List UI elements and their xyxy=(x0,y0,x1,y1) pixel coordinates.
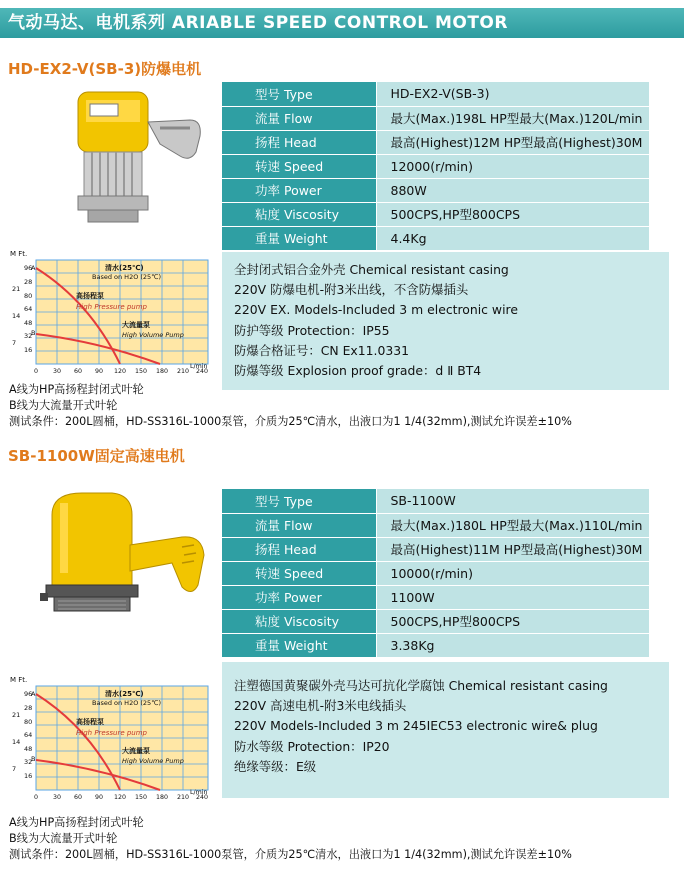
x-tick: 90 xyxy=(95,794,104,801)
feature-line: 防爆合格证号：CN Ex11.0331 xyxy=(234,342,409,358)
curve-b-label: B xyxy=(31,755,36,763)
spec-row-power xyxy=(222,178,649,202)
note-a: A线为HP高扬程封闭式叶轮 xyxy=(9,383,144,396)
hv-label: 大流量泵 xyxy=(122,321,150,329)
hv-label-en: High Volume Pump xyxy=(122,757,184,765)
spec-key: 重量 Weight xyxy=(222,226,376,250)
spec-row-speed xyxy=(222,561,649,585)
spec-value: 12000(r/min) xyxy=(376,154,649,178)
spec-value: 1100W xyxy=(376,585,649,609)
spec-value: HD-EX2-V(SB-3) xyxy=(376,82,649,106)
x-tick: 240 xyxy=(196,368,209,375)
spec-key: 扬程 Head xyxy=(222,130,376,154)
feature-box-ex2 xyxy=(222,252,669,390)
curve-b-label: B xyxy=(31,329,36,337)
mid-tick: 14 xyxy=(12,312,21,320)
left-tick: 16 xyxy=(24,346,33,354)
left-tick: 96 xyxy=(24,690,33,698)
left-tick: 48 xyxy=(24,319,33,327)
spec-row-speed xyxy=(222,154,649,178)
spec-key: 流量 Flow xyxy=(222,513,376,537)
spec-key: 转速 Speed xyxy=(222,154,376,178)
spec-value: 最大(Max.)180L HP型最大(Max.)110L/min xyxy=(376,513,649,537)
section-title-sb1100w: SB-1100W固定高速电机 xyxy=(8,447,185,465)
spec-row-power xyxy=(222,585,649,609)
hp-label-en: High Pressure pump xyxy=(76,729,148,737)
water-label-en: Based on H2O (25℃) xyxy=(92,273,162,281)
x-tick: 60 xyxy=(74,794,83,801)
spec-row-viscosity xyxy=(222,202,649,226)
note-a: A线为HP高扬程封闭式叶轮 xyxy=(9,816,144,829)
mid-tick: 7 xyxy=(12,339,17,347)
left-tick: 80 xyxy=(24,718,33,726)
left-tick: 28 xyxy=(24,704,33,712)
x-tick: 240 xyxy=(196,794,209,801)
spec-table-sb1100w xyxy=(222,489,649,658)
note-test: 测试条件：200L圆桶，HD-SS316L-1000泵管，介质为25℃清水，出液口为1 1/4(32mm),测试允许误差±10% xyxy=(9,848,572,861)
spec-value: 880W xyxy=(376,178,649,202)
page-header: 气动马达、电机系列 ARIABLE SPEED CONTROL MOTOR xyxy=(0,8,684,38)
x-tick: 0 xyxy=(34,368,39,375)
spec-row-weight xyxy=(222,226,649,250)
spec-row-head xyxy=(222,537,649,561)
spec-row-flow xyxy=(222,513,649,537)
spec-row-viscosity xyxy=(222,609,649,633)
left-tick: 64 xyxy=(24,731,33,739)
feature-box-sb1100w xyxy=(222,662,669,798)
spec-key: 型号 Type xyxy=(222,489,376,513)
x-tick: 30 xyxy=(53,368,62,375)
spec-value: 10000(r/min) xyxy=(376,561,649,585)
spec-key: 流量 Flow xyxy=(222,106,376,130)
feature-line: 220V 高速电机-附3米电线插头 xyxy=(234,698,407,714)
curve-a-label: A xyxy=(31,690,36,698)
spec-row-flow xyxy=(222,106,649,130)
feature-line: 全封闭式铝合金外壳 Chemical resistant casing xyxy=(234,262,509,277)
mid-tick: 21 xyxy=(12,711,21,719)
spec-table-ex2 xyxy=(222,82,649,251)
x-tick: 120 xyxy=(114,368,127,375)
spec-key: 扬程 Head xyxy=(222,537,376,561)
left-tick: 16 xyxy=(24,772,33,780)
x-tick: 150 xyxy=(135,368,148,375)
feature-line: 220V EX. Models-Included 3 m electronic wire xyxy=(234,302,518,318)
spec-key: 功率 Power xyxy=(222,585,376,609)
high-speed-motor-pump-image xyxy=(32,485,222,635)
x-tick: 90 xyxy=(95,368,104,375)
hv-label: 大流量泵 xyxy=(122,747,150,755)
hp-label: 高扬程泵 xyxy=(76,718,104,726)
section-title-ex2: HD-EX2-V(SB-3)防爆电机 xyxy=(8,60,202,78)
x-tick: 0 xyxy=(34,794,39,801)
spec-row-type xyxy=(222,489,649,513)
left-tick: 96 xyxy=(24,264,33,272)
x-tick: 210 xyxy=(177,794,190,801)
water-label-en: Based on H2O (25℃) xyxy=(92,699,162,707)
performance-curve-chart-ex2 xyxy=(0,246,215,380)
spec-row-weight xyxy=(222,633,649,657)
feature-line: 防水等级 Protection：IP20 xyxy=(234,738,390,754)
spec-value: 最高(Highest)11M HP型最高(Highest)30M xyxy=(376,537,649,561)
feature-line: 绝缘等级：E级 xyxy=(234,758,317,774)
note-test: 测试条件：200L圆桶，HD-SS316L-1000泵管，介质为25℃清水，出液口为1 1/4(32mm),测试允许误差±10% xyxy=(9,415,572,428)
hv-label-en: High Volume Pump xyxy=(122,331,184,339)
left-tick: 80 xyxy=(24,292,33,300)
x-tick: 210 xyxy=(177,368,190,375)
water-label: 清水(25℃) xyxy=(105,690,144,698)
spec-value: 3.38Kg xyxy=(376,633,649,657)
note-b: B线为大流量开式叶轮 xyxy=(9,399,118,412)
feature-line: 防护等级 Protection：IP55 xyxy=(234,322,390,338)
feature-line: 220V 防爆电机-附3米出线，不含防爆插头 xyxy=(234,282,469,298)
x-tick: 180 xyxy=(156,368,169,375)
spec-row-head xyxy=(222,130,649,154)
chart-units: M Ft. xyxy=(10,676,28,684)
x-unit: L/min xyxy=(190,789,208,796)
x-tick: 180 xyxy=(156,794,169,801)
note-b: B线为大流量开式叶轮 xyxy=(9,832,118,845)
spec-value: 500CPS,HP型800CPS xyxy=(376,609,649,633)
spec-key: 功率 Power xyxy=(222,178,376,202)
spec-key: 重量 Weight xyxy=(222,633,376,657)
feature-line: 防爆等级 Explosion proof grade：d Ⅱ BT4 xyxy=(234,363,482,379)
left-tick: 28 xyxy=(24,278,33,286)
spec-value: 4.4Kg xyxy=(376,226,649,250)
explosion-proof-motor-pump-image xyxy=(40,84,220,229)
x-tick: 30 xyxy=(53,794,62,801)
x-tick: 60 xyxy=(74,368,83,375)
x-unit: L/min xyxy=(190,363,208,370)
mid-tick: 14 xyxy=(12,738,21,746)
mid-tick: 7 xyxy=(12,765,17,773)
x-tick: 150 xyxy=(135,794,148,801)
spec-key: 粘度 Viscosity xyxy=(222,609,376,633)
performance-curve-chart-sb1100w xyxy=(0,672,215,806)
hp-label-en: High Pressure pump xyxy=(76,303,148,311)
spec-value: 最大(Max.)198L HP型最大(Max.)120L/min xyxy=(376,106,649,130)
left-tick: 64 xyxy=(24,305,33,313)
chart-units: M Ft. xyxy=(10,250,28,258)
spec-key: 型号 Type xyxy=(222,82,376,106)
spec-row-type xyxy=(222,82,649,106)
feature-line: 220V Models-Included 3 m 245IEC53 electronic wire& plug xyxy=(234,718,598,734)
left-tick: 48 xyxy=(24,745,33,753)
x-tick: 120 xyxy=(114,794,127,801)
spec-value: 500CPS,HP型800CPS xyxy=(376,202,649,226)
curve-a-label: A xyxy=(31,264,36,272)
left-tick: 32 xyxy=(24,332,33,340)
left-tick: 32 xyxy=(24,758,33,766)
hp-label: 高扬程泵 xyxy=(76,292,104,300)
feature-line: 注塑德国黄聚碳外壳马达可抗化学腐蚀 Chemical resistant casing xyxy=(234,678,608,693)
spec-key: 粘度 Viscosity xyxy=(222,202,376,226)
water-label: 清水(25℃) xyxy=(105,264,144,272)
mid-tick: 21 xyxy=(12,285,21,293)
spec-key: 转速 Speed xyxy=(222,561,376,585)
spec-value: 最高(Highest)12M HP型最高(Highest)30M xyxy=(376,130,649,154)
spec-value: SB-1100W xyxy=(376,489,649,513)
